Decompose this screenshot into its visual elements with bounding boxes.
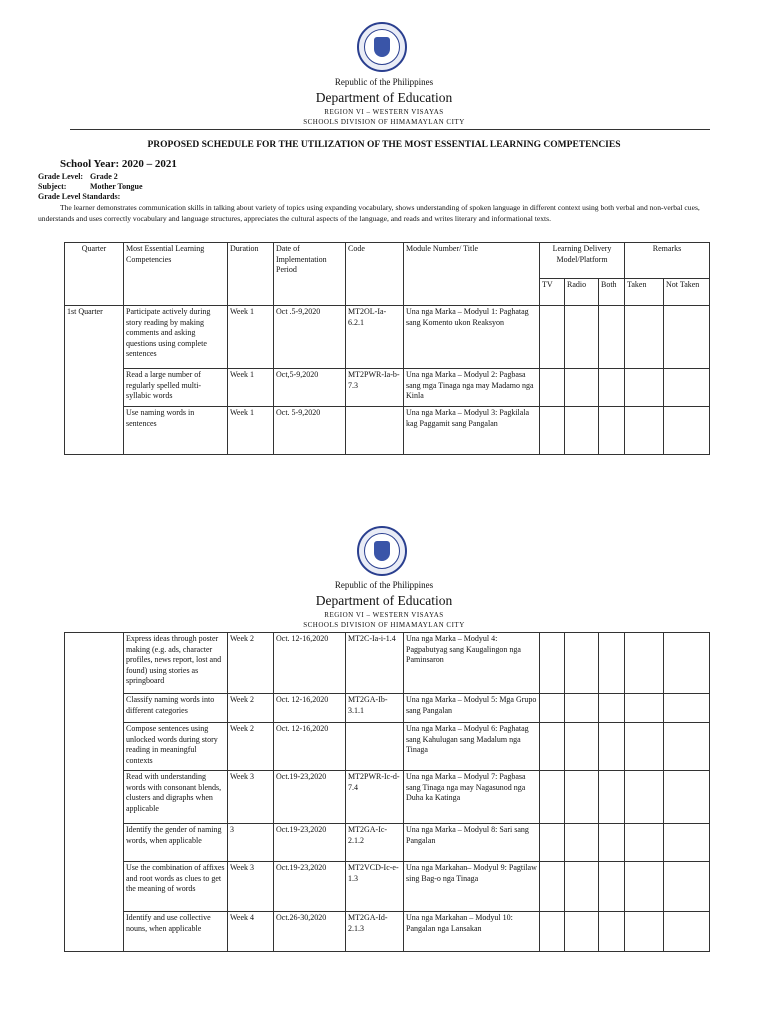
not-taken-cell bbox=[664, 824, 710, 862]
grade-level-label: Grade Level: bbox=[38, 172, 84, 181]
module-cell: Una nga Marka – Modyul 2: Pagbasa sang mga Tinaga nga may Madamo nga Kinla bbox=[404, 369, 540, 407]
both-cell bbox=[599, 824, 625, 862]
module-cell: Una nga Markahan – Modyul 10: Pangalan nga Lansakan bbox=[404, 912, 540, 952]
table-row bbox=[65, 771, 710, 824]
both-cell bbox=[599, 694, 625, 723]
header-melc: Most Essential Learning Competencies bbox=[124, 243, 228, 306]
code-cell: MT2GA-Id-2.1.3 bbox=[346, 912, 404, 952]
grade-level-value: Grade 2 bbox=[90, 172, 118, 181]
melc-cell: Use the combination of affixes and root words as clues to get the meaning of words bbox=[124, 862, 228, 912]
division-text: SCHOOLS DIVISION OF HIMAMAYLAN CITY bbox=[303, 118, 465, 126]
header-quarter: Quarter bbox=[65, 243, 124, 306]
module-cell: Una nga Marka – Modyul 8: Sari sang Pangalan bbox=[404, 824, 540, 862]
quarter-cell: 1st Quarter bbox=[65, 306, 124, 455]
not-taken-cell bbox=[664, 694, 710, 723]
both-cell bbox=[599, 306, 625, 369]
table-row bbox=[65, 407, 710, 455]
schedule-table-page2 bbox=[64, 632, 710, 952]
tv-cell bbox=[540, 633, 565, 694]
school-year: School Year: 2020 – 2021 bbox=[60, 158, 177, 170]
code-cell: MT2VCD-Ic-e-1.3 bbox=[346, 862, 404, 912]
duration-cell: Week 2 bbox=[228, 633, 274, 694]
date-cell: Oct. 12-16,2020 bbox=[274, 723, 346, 771]
header-not-taken: Not Taken bbox=[664, 279, 710, 306]
region-text: REGION VI – WESTERN VISAYAS bbox=[324, 611, 444, 619]
table-header-row bbox=[65, 243, 710, 279]
header-taken: Taken bbox=[625, 279, 664, 306]
header-duration: Duration bbox=[228, 243, 274, 306]
republic-text: Republic of the Philippines bbox=[334, 580, 434, 590]
not-taken-cell bbox=[664, 771, 710, 824]
radio-cell bbox=[565, 824, 599, 862]
taken-cell bbox=[625, 633, 664, 694]
taken-cell bbox=[625, 407, 664, 455]
tv-cell bbox=[540, 407, 565, 455]
code-cell: MT2PWR-Ia-b-7.3 bbox=[346, 369, 404, 407]
tv-cell bbox=[540, 862, 565, 912]
table-row bbox=[65, 306, 710, 369]
date-cell: Oct. 12-16,2020 bbox=[274, 633, 346, 694]
header-radio: Radio bbox=[565, 279, 599, 306]
melc-cell: Identify the gender of naming words, when applicable bbox=[124, 824, 228, 862]
radio-cell bbox=[565, 407, 599, 455]
duration-cell: Week 2 bbox=[228, 723, 274, 771]
date-cell: Oct,5-9,2020 bbox=[274, 369, 346, 407]
republic-text: Republic of the Philippines bbox=[334, 77, 434, 87]
date-cell: Oct. 5-9,2020 bbox=[274, 407, 346, 455]
module-cell: Una nga Marka – Modyul 6: Paghatag sang Kahulugan sang Madalum nga Tinaga bbox=[404, 723, 540, 771]
taken-cell bbox=[625, 723, 664, 771]
subject-value: Mother Tongue bbox=[90, 182, 143, 191]
module-cell: Una nga Marka – Modyul 4: Pagpabutyag sang Kaugalingon nga Paminsaron bbox=[404, 633, 540, 694]
tv-cell bbox=[540, 369, 565, 407]
module-cell: Una nga Marka – Modyul 1: Paghatag sang Komento ukon Reaksyon bbox=[404, 306, 540, 369]
not-taken-cell bbox=[664, 306, 710, 369]
division-text: SCHOOLS DIVISION OF HIMAMAYLAN CITY bbox=[303, 621, 465, 629]
melc-cell: Classify naming words into different categories bbox=[124, 694, 228, 723]
duration-cell: 3 bbox=[228, 824, 274, 862]
duration-cell: Week 1 bbox=[228, 306, 274, 369]
deped-seal-icon bbox=[357, 22, 407, 72]
tv-cell bbox=[540, 723, 565, 771]
duration-cell: Week 1 bbox=[228, 369, 274, 407]
grade-level-row bbox=[38, 172, 118, 181]
taken-cell bbox=[625, 912, 664, 952]
melc-cell: Express ideas through poster making (e.g. ads, character profiles, news report, lost and found) using stories as springboard bbox=[124, 633, 228, 694]
table-row bbox=[65, 862, 710, 912]
header-remarks: Remarks bbox=[625, 243, 710, 279]
department-title: Department of Education bbox=[315, 90, 453, 105]
both-cell bbox=[599, 633, 625, 694]
both-cell bbox=[599, 407, 625, 455]
code-cell: MT2PWR-Ic-d-7.4 bbox=[346, 771, 404, 824]
code-cell: MT2GA-Ic-2.1.2 bbox=[346, 824, 404, 862]
not-taken-cell bbox=[664, 369, 710, 407]
not-taken-cell bbox=[664, 862, 710, 912]
radio-cell bbox=[565, 306, 599, 369]
melc-cell: Compose sentences using unlocked words during story reading in meaningful contexts bbox=[124, 723, 228, 771]
not-taken-cell bbox=[664, 407, 710, 455]
tv-cell bbox=[540, 306, 565, 369]
header-module: Module Number/ Title bbox=[404, 243, 540, 306]
header-code: Code bbox=[346, 243, 404, 306]
module-cell: Una nga Marka – Modyul 3: Pagkilala kag Paggamit sang Pangalan bbox=[404, 407, 540, 455]
standards-text: The learner demonstrates communication skills in talking about variety of topics using expanding vocabulary, shows understanding of spoken language in different context using both verbal and non-verbal cues, understands and uses correctly vocabulary and language structures, appreciates the cultural aspects of the language, and reads and writes literary and informational texts. bbox=[38, 203, 700, 223]
header-both: Both bbox=[599, 279, 625, 306]
header-tv: TV bbox=[540, 279, 565, 306]
header-divider bbox=[70, 129, 710, 130]
not-taken-cell bbox=[664, 912, 710, 952]
both-cell bbox=[599, 771, 625, 824]
not-taken-cell bbox=[664, 723, 710, 771]
table-row bbox=[65, 369, 710, 407]
not-taken-cell bbox=[664, 633, 710, 694]
melc-cell: Read a large number of regularly spelled multi-syllabic words bbox=[124, 369, 228, 407]
subject-label: Subject: bbox=[38, 182, 67, 191]
module-cell: Una nga Markahan– Modyul 9: Pagtilaw sing Bag-o nga Tinaga bbox=[404, 862, 540, 912]
header-delivery: Learning Delivery Model/Platform bbox=[540, 243, 625, 279]
taken-cell bbox=[625, 369, 664, 407]
subject-row bbox=[38, 182, 143, 191]
date-cell: Oct.19-23,2020 bbox=[274, 862, 346, 912]
radio-cell bbox=[565, 723, 599, 771]
duration-cell: Week 1 bbox=[228, 407, 274, 455]
taken-cell bbox=[625, 862, 664, 912]
code-cell: MT2OL-Ia-6.2.1 bbox=[346, 306, 404, 369]
module-cell: Una nga Marka – Modyul 5: Mga Grupo sang Pangalan bbox=[404, 694, 540, 723]
radio-cell bbox=[565, 694, 599, 723]
radio-cell bbox=[565, 369, 599, 407]
taken-cell bbox=[625, 824, 664, 862]
tv-cell bbox=[540, 771, 565, 824]
document-title: PROPOSED SCHEDULE FOR THE UTILIZATION OF THE MOST ESSENTIAL LEARNING COMPETENCIES bbox=[147, 140, 621, 150]
both-cell bbox=[599, 862, 625, 912]
table-row bbox=[65, 633, 710, 694]
date-cell: Oct.19-23,2020 bbox=[274, 824, 346, 862]
table-row bbox=[65, 912, 710, 952]
taken-cell bbox=[625, 694, 664, 723]
duration-cell: Week 2 bbox=[228, 694, 274, 723]
date-cell: Oct.19-23,2020 bbox=[274, 771, 346, 824]
date-cell: Oct .5-9,2020 bbox=[274, 306, 346, 369]
module-cell: Una nga Marka – Modyul 7: Pagbasa sang Tinaga nga may Nagasunod nga Duha ka Katinga bbox=[404, 771, 540, 824]
both-cell bbox=[599, 912, 625, 952]
tv-cell bbox=[540, 824, 565, 862]
taken-cell bbox=[625, 306, 664, 369]
quarter-cell-continued bbox=[65, 633, 124, 952]
region-text: REGION VI – WESTERN VISAYAS bbox=[324, 108, 444, 116]
radio-cell bbox=[565, 771, 599, 824]
tv-cell bbox=[540, 694, 565, 723]
radio-cell bbox=[565, 912, 599, 952]
duration-cell: Week 3 bbox=[228, 862, 274, 912]
date-cell: Oct.26-30,2020 bbox=[274, 912, 346, 952]
standards-label: Grade Level Standards bbox=[38, 192, 118, 201]
standards-label-row: Grade Level Standards: bbox=[38, 192, 121, 201]
melc-cell: Participate actively during story reading by making comments and asking questions using complete sentences bbox=[124, 306, 228, 369]
code-cell bbox=[346, 407, 404, 455]
date-cell: Oct. 12-16,2020 bbox=[274, 694, 346, 723]
both-cell bbox=[599, 723, 625, 771]
radio-cell bbox=[565, 862, 599, 912]
table-row bbox=[65, 824, 710, 862]
melc-cell: Read with understanding words with consonant blends, clusters and digraphs when applicable bbox=[124, 771, 228, 824]
both-cell bbox=[599, 369, 625, 407]
tv-cell bbox=[540, 912, 565, 952]
code-cell bbox=[346, 723, 404, 771]
header-date: Date of Implementation Period bbox=[274, 243, 346, 306]
duration-cell: Week 4 bbox=[228, 912, 274, 952]
melc-cell: Use naming words in sentences bbox=[124, 407, 228, 455]
duration-cell: Week 3 bbox=[228, 771, 274, 824]
radio-cell bbox=[565, 633, 599, 694]
melc-cell: Identify and use collective nouns, when applicable bbox=[124, 912, 228, 952]
taken-cell bbox=[625, 771, 664, 824]
schedule-table-page1 bbox=[64, 242, 710, 455]
table-row bbox=[65, 694, 710, 723]
table-row bbox=[65, 723, 710, 771]
code-cell: MT2GA-Ib-3.1.1 bbox=[346, 694, 404, 723]
department-title: Department of Education bbox=[315, 593, 453, 608]
deped-seal-icon bbox=[357, 526, 407, 576]
code-cell: MT2C-Ia-i-1.4 bbox=[346, 633, 404, 694]
